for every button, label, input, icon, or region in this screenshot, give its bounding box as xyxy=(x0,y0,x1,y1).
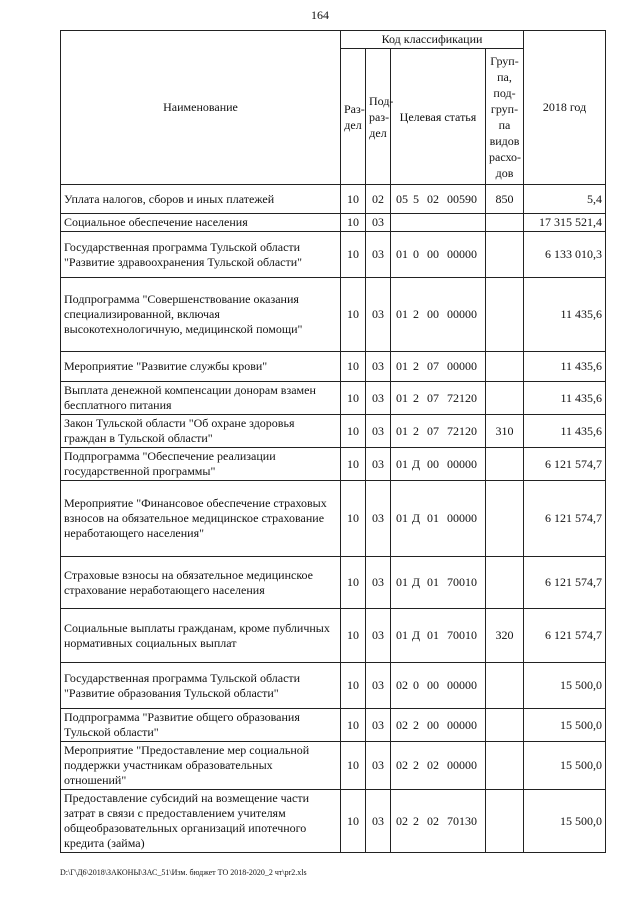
row-section: 10 xyxy=(341,481,366,557)
row-subsection: 03 xyxy=(366,557,391,609)
row-expense-type xyxy=(486,448,524,481)
header-target: Целевая статья xyxy=(391,49,486,185)
target-part-2: 2 xyxy=(413,390,419,405)
row-subsection: 03 xyxy=(366,709,391,742)
row-name: Предоставление субсидий на возмещение части затрат в связи с предоставлением учителям общеобразовательных организаций ипотечного кредита (займа) xyxy=(61,790,341,853)
target-part-4: 00000 xyxy=(447,359,477,373)
row-amount: 15 500,0 xyxy=(524,663,606,709)
row-subsection: 03 xyxy=(366,214,391,232)
row-subsection: 03 xyxy=(366,663,391,709)
row-target-article xyxy=(391,481,486,557)
row-expense-type xyxy=(486,232,524,278)
file-path: D:\Г\Д6\2018\ЗАКОНЫ\ЗАС_51\Изм. бюджет ТО 2018-2020_2 чт\pr2.xls xyxy=(60,868,307,877)
row-amount: 6 121 574,7 xyxy=(524,448,606,481)
target-part-3: 02 xyxy=(427,813,439,828)
target-part-1: 05 xyxy=(396,191,408,206)
target-part-1: 02 xyxy=(396,717,408,732)
target-part-3: 00 xyxy=(427,678,439,692)
target-part-4: 72120 xyxy=(447,423,477,438)
row-subsection: 03 xyxy=(366,609,391,663)
row-section: 10 xyxy=(341,448,366,481)
row-target-article xyxy=(391,415,486,448)
row-expense-type: 850 xyxy=(486,185,524,214)
row-name: Мероприятие "Развитие службы крови" xyxy=(61,352,341,382)
row-amount: 5,4 xyxy=(524,185,606,214)
row-subsection: 03 xyxy=(366,415,391,448)
target-part-4: 00000 xyxy=(447,678,477,692)
table-row xyxy=(61,663,606,709)
row-section: 10 xyxy=(341,185,366,214)
table-row xyxy=(61,278,606,352)
target-part-4: 00590 xyxy=(447,191,477,206)
target-part-4: 00000 xyxy=(447,456,477,471)
target-part-3: 00 xyxy=(427,717,439,732)
row-target-article xyxy=(391,352,486,382)
row-amount: 11 435,6 xyxy=(524,382,606,415)
row-name: Уплата налогов, сборов и иных платежей xyxy=(61,185,341,214)
target-part-2: Д xyxy=(411,511,421,525)
target-part-2: 0 xyxy=(413,678,419,692)
row-subsection: 03 xyxy=(366,742,391,790)
table-row xyxy=(61,790,606,853)
row-section: 10 xyxy=(341,609,366,663)
row-expense-type xyxy=(486,352,524,382)
table-row xyxy=(61,742,606,790)
target-part-3: 00 xyxy=(427,307,439,321)
target-part-3: 00 xyxy=(427,247,439,261)
row-name: Закон Тульской области "Об охране здоровья граждан в Тульской области" xyxy=(61,415,341,448)
target-part-4: 00000 xyxy=(447,758,477,772)
target-part-1: 01 xyxy=(396,390,408,405)
row-expense-type xyxy=(486,382,524,415)
target-part-3: 02 xyxy=(427,191,439,206)
header-section: Раз- дел xyxy=(341,49,366,185)
row-name: Подпрограмма "Развитие общего образования Тульской области" xyxy=(61,709,341,742)
target-part-1: 01 xyxy=(396,307,408,321)
target-part-1: 01 xyxy=(396,359,408,373)
target-part-2: 2 xyxy=(413,758,419,772)
target-part-3: 01 xyxy=(427,575,439,589)
header-subsection: Под- раз- дел xyxy=(366,49,391,185)
target-part-1: 01 xyxy=(396,511,408,525)
row-name: Государственная программа Тульской области "Развитие здравоохранения Тульской области" xyxy=(61,232,341,278)
target-part-3: 07 xyxy=(427,390,439,405)
row-expense-type xyxy=(486,557,524,609)
row-section: 10 xyxy=(341,278,366,352)
row-target-article xyxy=(391,214,486,232)
row-section: 10 xyxy=(341,352,366,382)
row-name: Подпрограмма "Совершенствование оказания специализированной, включая высокотехнологичную, медицинской помощи" xyxy=(61,278,341,352)
row-target-article xyxy=(391,278,486,352)
table-row xyxy=(61,448,606,481)
row-name: Государственная программа Тульской области "Развитие образования Тульской области" xyxy=(61,663,341,709)
budget-table xyxy=(60,30,606,853)
row-section: 10 xyxy=(341,663,366,709)
row-expense-type xyxy=(486,742,524,790)
target-part-1: 01 xyxy=(396,628,408,642)
row-name: Подпрограмма "Обеспечение реализации государственной программы" xyxy=(61,448,341,481)
table-row xyxy=(61,481,606,557)
target-part-2: 2 xyxy=(413,813,419,828)
table-row xyxy=(61,557,606,609)
target-part-2: Д xyxy=(411,575,421,589)
row-target-article xyxy=(391,557,486,609)
table-row xyxy=(61,214,606,232)
page-number: 164 xyxy=(311,8,329,22)
header-code: Код классификации xyxy=(341,31,524,49)
row-amount: 15 500,0 xyxy=(524,742,606,790)
row-name: Мероприятие "Финансовое обеспечение страховых взносов на обязательное медицинское страхование неработающего населения" xyxy=(61,481,341,557)
target-part-4: 72120 xyxy=(447,390,477,405)
target-part-3: 01 xyxy=(427,511,439,525)
row-subsection: 03 xyxy=(366,382,391,415)
row-subsection: 03 xyxy=(366,481,391,557)
target-part-1: 01 xyxy=(396,575,408,589)
target-part-2: 5 xyxy=(413,191,419,206)
table-row xyxy=(61,185,606,214)
row-subsection: 02 xyxy=(366,185,391,214)
row-expense-type xyxy=(486,214,524,232)
table-row xyxy=(61,352,606,382)
target-part-2: Д xyxy=(411,456,421,471)
target-part-2: 0 xyxy=(413,247,419,261)
row-amount: 11 435,6 xyxy=(524,352,606,382)
target-part-2: Д xyxy=(411,628,421,642)
row-amount: 17 315 521,4 xyxy=(524,214,606,232)
target-part-4: 70130 xyxy=(447,813,477,828)
row-subsection: 03 xyxy=(366,232,391,278)
row-name: Выплата денежной компенсации донорам взамен бесплатного питания xyxy=(61,382,341,415)
row-section: 10 xyxy=(341,790,366,853)
row-section: 10 xyxy=(341,214,366,232)
header-group: Груп- па, под- груп- па видов расхо- дов xyxy=(486,49,524,185)
target-part-4: 00000 xyxy=(447,717,477,732)
row-name: Социальное обеспечение населения xyxy=(61,214,341,232)
row-target-article xyxy=(391,448,486,481)
row-subsection: 03 xyxy=(366,352,391,382)
row-target-article xyxy=(391,663,486,709)
target-part-4: 00000 xyxy=(447,511,477,525)
row-section: 10 xyxy=(341,415,366,448)
target-part-3: 07 xyxy=(427,423,439,438)
row-expense-type xyxy=(486,709,524,742)
row-amount: 6 133 010,3 xyxy=(524,232,606,278)
row-subsection: 03 xyxy=(366,278,391,352)
row-section: 10 xyxy=(341,557,366,609)
target-part-3: 07 xyxy=(427,359,439,373)
row-amount: 6 121 574,7 xyxy=(524,481,606,557)
target-part-2: 2 xyxy=(413,423,419,438)
row-section: 10 xyxy=(341,232,366,278)
row-amount: 6 121 574,7 xyxy=(524,609,606,663)
header-year: 2018 год xyxy=(524,31,606,185)
header-name: Наименование xyxy=(61,31,341,185)
row-expense-type: 320 xyxy=(486,609,524,663)
target-part-1: 01 xyxy=(396,423,408,438)
target-part-1: 02 xyxy=(396,813,408,828)
row-section: 10 xyxy=(341,742,366,790)
table-row xyxy=(61,609,606,663)
row-target-article xyxy=(391,609,486,663)
target-part-1: 01 xyxy=(396,247,408,261)
target-part-4: 00000 xyxy=(447,307,477,321)
row-amount: 11 435,6 xyxy=(524,415,606,448)
row-section: 10 xyxy=(341,709,366,742)
row-amount: 15 500,0 xyxy=(524,790,606,853)
row-expense-type xyxy=(486,790,524,853)
target-part-4: 00000 xyxy=(447,247,477,261)
row-name: Социальные выплаты гражданам, кроме публичных нормативных социальных выплат xyxy=(61,609,341,663)
table-row xyxy=(61,709,606,742)
row-expense-type: 310 xyxy=(486,415,524,448)
target-part-3: 01 xyxy=(427,628,439,642)
row-amount: 11 435,6 xyxy=(524,278,606,352)
target-part-3: 02 xyxy=(427,758,439,772)
row-target-article xyxy=(391,232,486,278)
target-part-1: 01 xyxy=(396,456,408,471)
row-name: Мероприятие "Предоставление мер социальной поддержки участникам образовательных отношений" xyxy=(61,742,341,790)
row-expense-type xyxy=(486,663,524,709)
row-target-article xyxy=(391,185,486,214)
row-target-article xyxy=(391,790,486,853)
row-amount: 6 121 574,7 xyxy=(524,557,606,609)
target-part-4: 70010 xyxy=(447,575,477,589)
row-target-article xyxy=(391,709,486,742)
row-target-article xyxy=(391,382,486,415)
row-expense-type xyxy=(486,278,524,352)
table-row xyxy=(61,232,606,278)
row-name: Страховые взносы на обязательное медицинское страхование неработающего населения xyxy=(61,557,341,609)
target-part-2: 2 xyxy=(413,359,419,373)
target-part-4: 70010 xyxy=(447,628,477,642)
target-part-1: 02 xyxy=(396,758,408,772)
row-expense-type xyxy=(486,481,524,557)
table-row xyxy=(61,415,606,448)
row-subsection: 03 xyxy=(366,790,391,853)
row-section: 10 xyxy=(341,382,366,415)
row-target-article xyxy=(391,742,486,790)
target-part-2: 2 xyxy=(413,717,419,732)
row-subsection: 03 xyxy=(366,448,391,481)
target-part-2: 2 xyxy=(413,307,419,321)
row-amount: 15 500,0 xyxy=(524,709,606,742)
target-part-3: 00 xyxy=(427,456,439,471)
table-row xyxy=(61,382,606,415)
target-part-1: 02 xyxy=(396,678,408,692)
